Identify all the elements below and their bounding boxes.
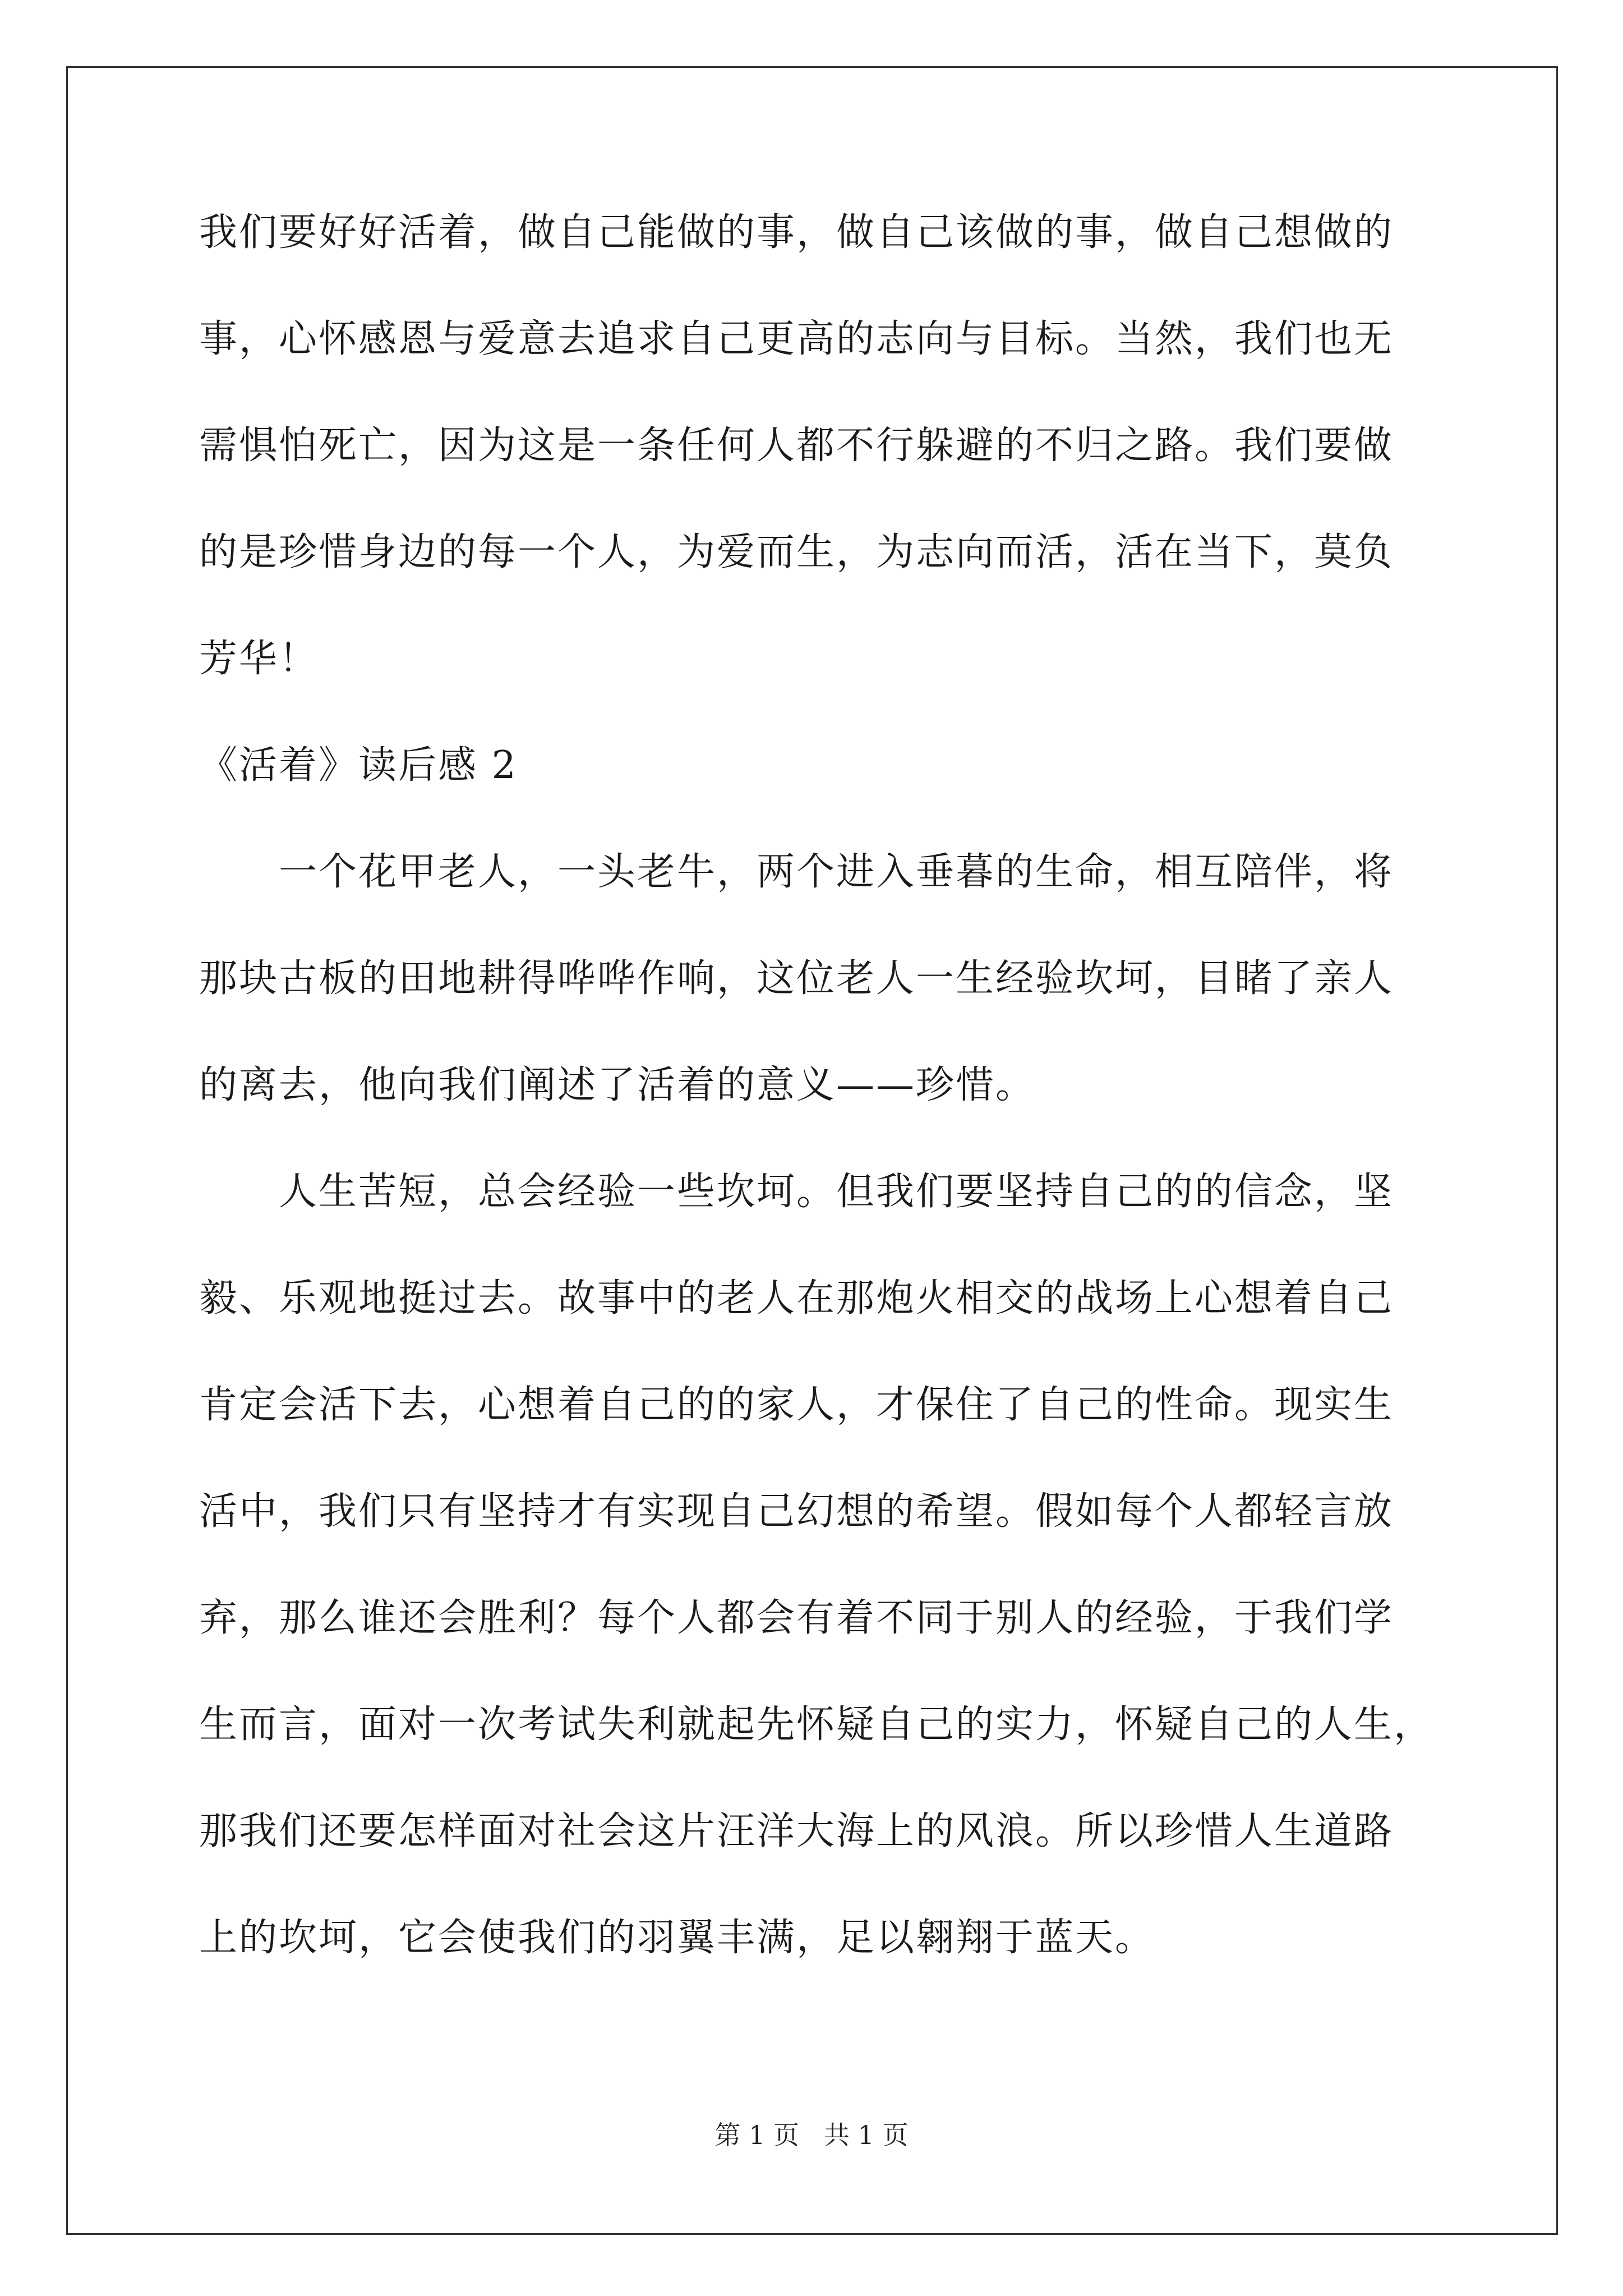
text-line: 的离去，他向我们阐述了活着的意义——珍惜。: [199, 1063, 1036, 1107]
page-total: 共 1 页: [823, 2120, 909, 2150]
text-line: 上的坎坷，它会使我们的羽翼丰满，足以翱翔于蓝天。: [199, 1916, 1155, 1960]
text-line: 那我们还要怎样面对社会这片汪洋大海上的风浪。所以珍惜人生道路: [199, 1809, 1394, 1853]
text-line: 肯定会活下去，心想着自己的的家人，才保住了自己的性命。现实生: [199, 1383, 1394, 1427]
text-line: 那块古板的田地耕得哗哗作响，这位老人一生经验坎坷，目睹了亲人: [199, 956, 1394, 1001]
document-body: [199, 210, 1434, 2025]
text-line: 生而言，面对一次考试失利就起先怀疑自己的实力，怀疑自己的人生，: [199, 1703, 1434, 1747]
section-heading: 《活着》读后感 2: [199, 743, 518, 788]
text-line: 事，心怀感恩与爱意去追求自己更高的志向与目标。当然，我们也无: [199, 317, 1394, 361]
text-line: 活中，我们只有坚持才有实现自己幻想的希望。假如每个人都轻言放: [199, 1489, 1394, 1534]
text-line: 我们要好好活着，做自己能做的事，做自己该做的事，做自己想做的: [199, 210, 1394, 255]
text-line: 芳华！: [199, 637, 319, 681]
text-line: 毅、乐观地挺过去。故事中的老人在那炮火相交的战场上心想着自己: [199, 1276, 1394, 1320]
text-line: 人生苦短，总会经验一些坎坷。但我们要坚持自己的的信念，坚: [199, 1170, 1394, 1214]
text-line: 的是珍惜身边的每一个人，为爱而生，为志向而活，活在当下，莫负: [199, 530, 1394, 574]
page-number: 第 1 页: [714, 2120, 800, 2150]
text-line: 一个花甲老人，一头老牛，两个进入垂暮的生命，相互陪伴，将: [199, 850, 1394, 894]
text-line: 需惧怕死亡，因为这是一条任何人都不行躲避的不归之路。我们要做: [199, 424, 1394, 468]
text-line: 弃，那么谁还会胜利？每个人都会有着不同于别人的经验，于我们学: [199, 1596, 1394, 1640]
page-footer: [0, 2120, 1623, 2150]
